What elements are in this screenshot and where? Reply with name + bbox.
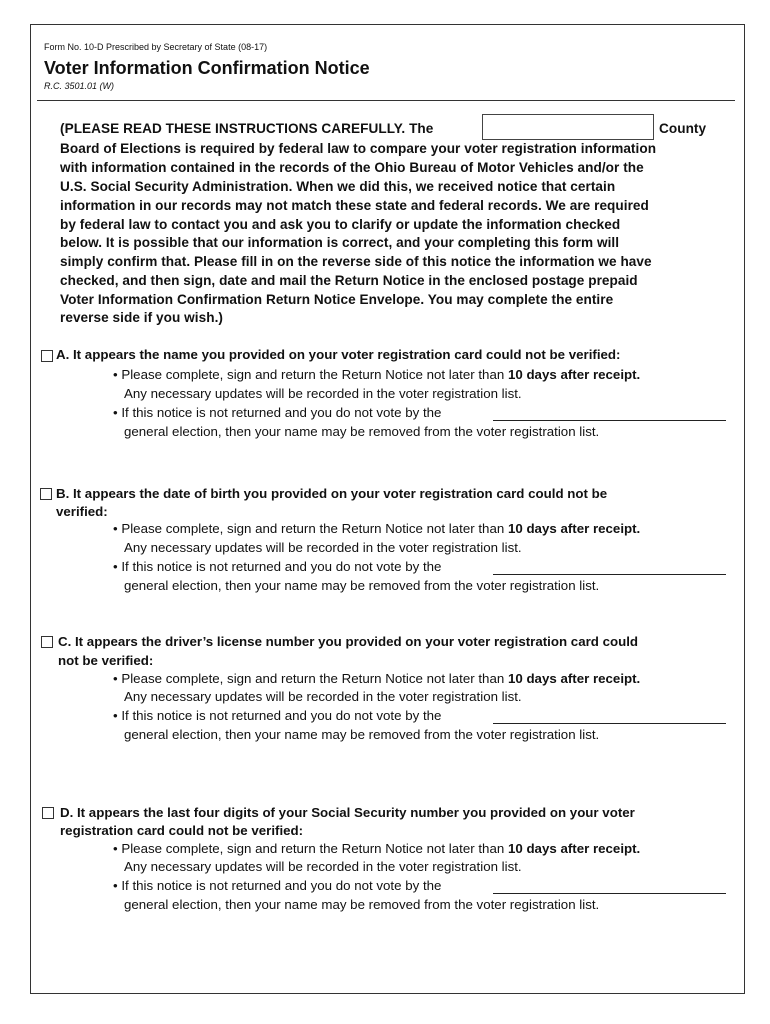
instructions-line: below. It is possible that our information is correct, and your completing this form will — [60, 235, 620, 250]
section-a-checkbox[interactable] — [41, 350, 53, 362]
instructions-line: simply confirm that. Please fill in on the reverse side of this notice the information we have — [60, 254, 652, 269]
section-d-bullet-2: • If this notice is not returned and you do not vote by the — [113, 878, 442, 893]
section-c-heading-cont: not be verified: — [58, 653, 154, 668]
section-d-heading: D. It appears the last four digits of your Social Security number you provided on your voter — [60, 805, 635, 820]
section-b-heading-cont: verified: — [56, 504, 108, 519]
section-c-bullet-2: • If this notice is not returned and you do not vote by the — [113, 708, 442, 723]
instructions-line-1-prefix: (PLEASE READ THESE INSTRUCTIONS CAREFULLY. The — [60, 121, 434, 136]
section-b-bullet-1-cont: Any necessary updates will be recorded in the voter registration list. — [124, 540, 522, 555]
section-d-bullet-2-cont: general election, then your name may be removed from the voter registration list. — [124, 897, 600, 912]
section-c-heading: C. It appears the driver’s license number you provided on your voter registration card could — [58, 634, 639, 649]
page-title: Voter Information Confirmation Notice — [44, 58, 370, 78]
section-d-checkbox[interactable] — [42, 807, 54, 819]
section-a-bullet-1-cont: Any necessary updates will be recorded in the voter registration list. — [124, 386, 522, 401]
section-c-bullet-1: • Please complete, sign and return the Return Notice not later than 10 days after receipt. — [113, 671, 641, 686]
instructions-line: information in our records may not match these state and federal records. We are required — [60, 198, 649, 213]
section-c-checkbox[interactable] — [41, 636, 53, 648]
statute-reference: R.C. 3501.01 (W) — [44, 81, 115, 91]
section-a-bullet-2: • If this notice is not returned and you do not vote by the — [113, 405, 442, 420]
instructions-line: by federal law to contact you and ask you to clarify or update the information checked — [60, 217, 621, 232]
section-d-bullet-1-cont: Any necessary updates will be recorded in the voter registration list. — [124, 859, 522, 874]
instructions-line: Board of Elections is required by federal law to compare your voter registration information — [60, 141, 657, 156]
instructions-line: with information contained in the records of the Ohio Bureau of Motor Vehicles and/or the — [60, 160, 644, 175]
header-divider — [37, 100, 735, 101]
section-a-bullet-1: • Please complete, sign and return the Return Notice not later than 10 days after receipt. — [113, 367, 641, 382]
section-b-bullet-2-cont: general election, then your name may be removed from the voter registration list. — [124, 578, 600, 593]
section-c-bullet-2-cont: general election, then your name may be removed from the voter registration list. — [124, 727, 600, 742]
section-c-bullet-1-cont: Any necessary updates will be recorded in the voter registration list. — [124, 689, 522, 704]
instructions-line: checked, and then sign, date and mail the Return Notice in the enclosed postage prepaid — [60, 273, 638, 288]
section-b-bullet-1: • Please complete, sign and return the Return Notice not later than 10 days after receipt. — [113, 521, 641, 536]
section-a-election-date-field[interactable] — [493, 420, 726, 421]
section-d-heading-cont: registration card could not be verified: — [60, 823, 304, 838]
form-number: Form No. 10-D Prescribed by Secretary of State (08-17) — [44, 42, 268, 52]
section-b-election-date-field[interactable] — [493, 574, 726, 575]
county-input[interactable] — [482, 114, 654, 140]
form-page — [30, 24, 745, 994]
section-c-election-date-field[interactable] — [493, 723, 726, 724]
section-d-bullet-1: • Please complete, sign and return the Return Notice not later than 10 days after receipt. — [113, 841, 641, 856]
instructions-line: U.S. Social Security Administration. When we did this, we received notice that certain — [60, 179, 616, 194]
instructions-line: reverse side if you wish.) — [60, 310, 223, 325]
instructions-county-label: County — [659, 121, 707, 136]
section-b-bullet-2: • If this notice is not returned and you do not vote by the — [113, 559, 442, 574]
section-b-heading: B. It appears the date of birth you provided on your voter registration card could not be — [56, 486, 608, 501]
section-d-election-date-field[interactable] — [493, 893, 726, 894]
section-a-heading: A. It appears the name you provided on your voter registration card could not be verified: — [56, 347, 621, 362]
section-b-checkbox[interactable] — [40, 488, 52, 500]
instructions-line: Voter Information Confirmation Return Notice Envelope. You may complete the entire — [60, 292, 614, 307]
section-a-bullet-2-cont: general election, then your name may be removed from the voter registration list. — [124, 424, 600, 439]
